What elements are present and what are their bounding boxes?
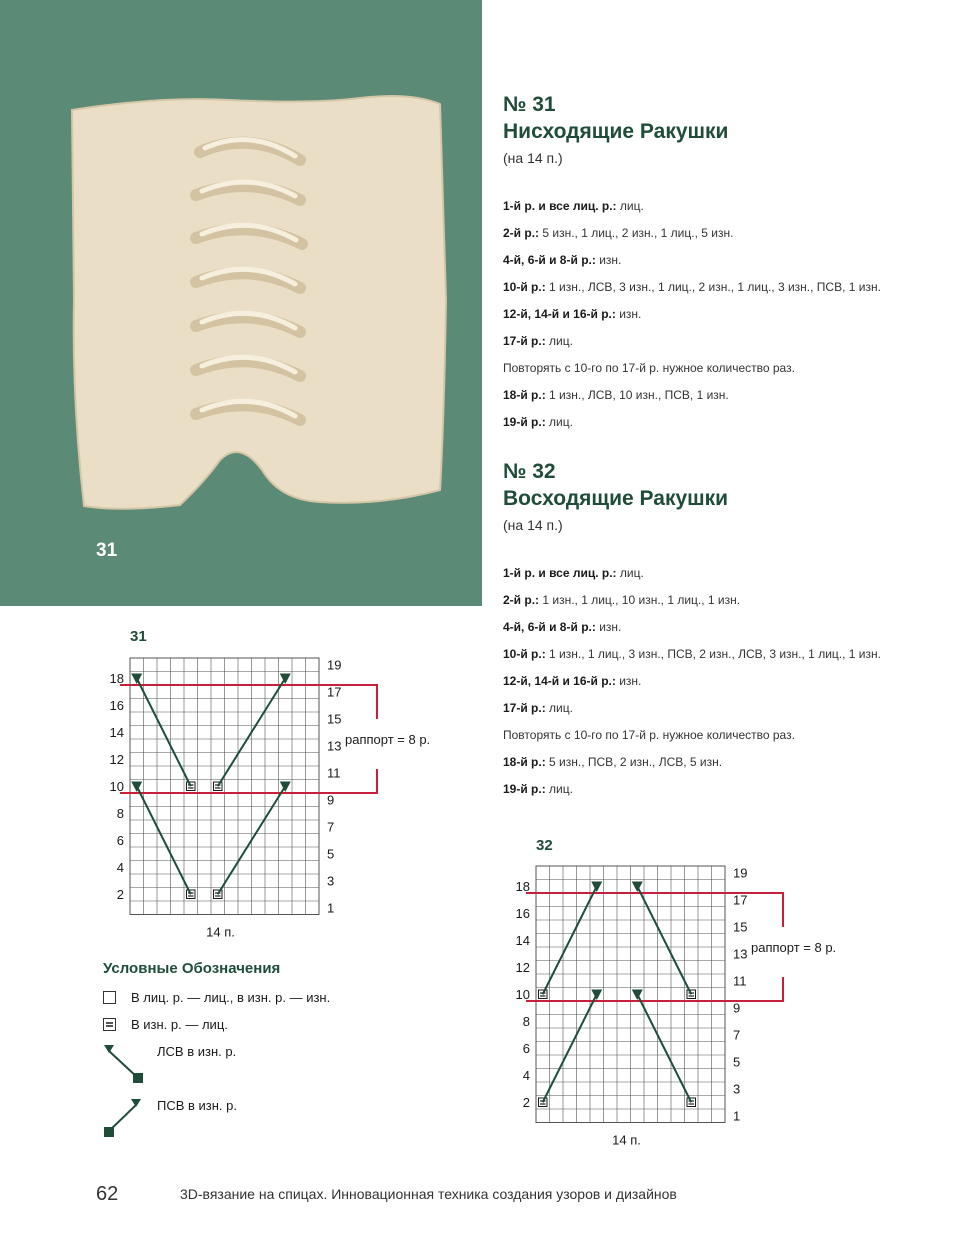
row-number-right: 15	[733, 919, 748, 935]
row-number-left: 16	[515, 905, 530, 921]
row-label: 10-й р.:	[503, 280, 546, 294]
instruction-row	[503, 674, 943, 701]
chart-31	[100, 650, 480, 945]
row-number-right: 13	[327, 738, 342, 754]
legend-title: Условные Обозначения	[103, 960, 281, 977]
row-number-left: 4	[522, 1067, 530, 1083]
pattern-number: № 32	[503, 460, 556, 483]
row-label: 12-й, 14-й и 16-й р.:	[503, 674, 616, 688]
row-number-right: 9	[327, 792, 335, 808]
row-label: 4-й, 6-й и 8-й р.:	[503, 253, 596, 267]
row-label: 17-й р.:	[503, 334, 546, 348]
row-number-right: 3	[733, 1081, 741, 1097]
row-label: 1-й р. и все лиц. р.:	[503, 199, 617, 213]
row-text: Повторять с 10-го по 17-й р. нужное количество раз.	[503, 361, 795, 375]
row-text: лиц.	[545, 334, 573, 348]
legend-text: ПСВ в изн. р.	[157, 1098, 237, 1113]
stitch-count-label: 14 п.	[612, 1132, 641, 1148]
row-text: изн.	[615, 307, 642, 321]
pattern-rows	[503, 199, 943, 442]
legend-text: ЛСВ в изн. р.	[157, 1044, 237, 1059]
legend-text: В лиц. р. — лиц., в изн. р. — изн.	[131, 990, 331, 1005]
book-title: 3D-вязание на спицах. Инновационная техника создания узоров и дизайнов	[180, 1186, 677, 1202]
row-label: 2-й р.:	[503, 593, 540, 607]
row-text: лиц.	[616, 199, 644, 213]
row-label: 1-й р. и все лиц. р.:	[503, 566, 617, 580]
row-number-right: 5	[327, 846, 335, 862]
row-label: 10-й р.:	[503, 647, 546, 661]
row-text: 5 изн., ПСВ, 2 изн., ЛСВ, 5 изн.	[545, 755, 723, 769]
row-number-left: 12	[109, 751, 124, 767]
instruction-row	[503, 199, 943, 226]
legend	[103, 960, 423, 1113]
instruction-row	[503, 361, 943, 388]
instruction-row	[503, 388, 943, 415]
row-number-left: 18	[109, 670, 124, 686]
pattern-title: Восходящие Ракушки	[503, 487, 729, 510]
repeat-label: раппорт = 8 р.	[751, 940, 837, 955]
pattern-31-instructions	[503, 92, 943, 442]
row-number-right: 1	[327, 900, 335, 916]
row-number-left: 12	[515, 959, 530, 975]
row-number-left: 14	[109, 724, 124, 740]
row-number-left: 4	[116, 859, 124, 875]
row-label: 18-й р.:	[503, 755, 546, 769]
row-number-left: 8	[116, 805, 124, 821]
instruction-row	[503, 226, 943, 253]
row-number-left: 18	[515, 878, 530, 894]
left-cross-icon	[103, 1044, 147, 1086]
instruction-row	[503, 728, 943, 755]
pattern-title: Нисходящие Ракушки	[503, 120, 729, 143]
right-cross-icon	[103, 1098, 147, 1140]
photo-label: 31	[96, 540, 118, 561]
row-number-right: 7	[327, 819, 335, 835]
instruction-row	[503, 782, 943, 809]
row-label: 4-й, 6-й и 8-й р.:	[503, 620, 596, 634]
row-number-left: 6	[116, 832, 124, 848]
instruction-row	[503, 566, 943, 593]
row-label: 19-й р.:	[503, 415, 546, 429]
row-number-left: 16	[109, 697, 124, 713]
row-text: лиц.	[545, 701, 573, 715]
instruction-row	[503, 701, 943, 728]
instruction-row	[503, 415, 943, 442]
stitch-count-label: 14 п.	[206, 924, 235, 940]
chart-32	[506, 858, 886, 1153]
row-label: 17-й р.:	[503, 701, 546, 715]
pattern-stitch-count: (на 14 п.)	[503, 517, 563, 533]
row-number-right: 11	[733, 973, 747, 989]
row-number-right: 5	[733, 1054, 741, 1070]
pattern-32-instructions	[503, 459, 943, 809]
swatch	[72, 96, 446, 509]
row-text: 5 изн., 1 лиц., 2 изн., 1 лиц., 5 изн.	[539, 226, 734, 240]
instruction-row	[503, 334, 943, 361]
instruction-row	[503, 620, 943, 647]
row-number-right: 7	[733, 1027, 741, 1043]
row-text: Повторять с 10-го по 17-й р. нужное количество раз.	[503, 728, 795, 742]
purl-cell-icon	[103, 1018, 117, 1032]
instruction-row	[503, 593, 943, 620]
legend-text: В изн. р. — лиц.	[131, 1017, 228, 1032]
row-text: лиц.	[545, 415, 573, 429]
row-number-left: 8	[522, 1013, 530, 1029]
row-number-left: 6	[522, 1040, 530, 1056]
row-number-right: 11	[327, 765, 341, 781]
row-text: 1 изн., ЛСВ, 10 изн., ПСВ, 1 изн.	[545, 388, 729, 402]
row-number-left: 10	[515, 986, 530, 1002]
row-text: 1 изн., 1 лиц., 3 изн., ПСВ, 2 изн., ЛСВ, 3 изн., 1 лиц., 1 изн.	[545, 647, 881, 661]
pattern-stitch-count: (на 14 п.)	[503, 150, 563, 166]
row-number-left: 2	[522, 1094, 530, 1110]
row-number-left: 10	[109, 778, 124, 794]
row-number-left: 2	[116, 886, 124, 902]
knitted-swatch-photo	[0, 0, 482, 606]
pattern-number: № 31	[503, 93, 556, 116]
row-number-right: 19	[327, 657, 342, 673]
chart-32-title: 32	[536, 837, 553, 854]
row-number-right: 17	[733, 892, 748, 908]
row-label: 19-й р.:	[503, 782, 546, 796]
row-number-right: 15	[327, 711, 342, 727]
row-number-right: 17	[327, 684, 342, 700]
row-text: лиц.	[545, 782, 573, 796]
empty-cell-icon	[103, 991, 117, 1005]
row-text: изн.	[595, 253, 622, 267]
instruction-row	[503, 307, 943, 334]
page-number: 62	[96, 1183, 119, 1205]
instruction-row	[503, 647, 943, 674]
row-text: лиц.	[616, 566, 644, 580]
row-number-right: 9	[733, 1000, 741, 1016]
repeat-label: раппорт = 8 р.	[345, 732, 431, 747]
row-text: 1 изн., 1 лиц., 10 изн., 1 лиц., 1 изн.	[539, 593, 741, 607]
row-label: 12-й, 14-й и 16-й р.:	[503, 307, 616, 321]
row-text: изн.	[615, 674, 642, 688]
chart-31-title: 31	[130, 628, 147, 645]
instruction-row	[503, 755, 943, 782]
row-number-right: 13	[733, 946, 748, 962]
row-label: 2-й р.:	[503, 226, 540, 240]
instruction-row	[503, 253, 943, 280]
instruction-row	[503, 280, 943, 307]
row-number-right: 3	[327, 873, 335, 889]
row-number-right: 19	[733, 865, 748, 881]
row-text: 1 изн., ЛСВ, 3 изн., 1 лиц., 2 изн., 1 лиц., 3 изн., ПСВ, 1 изн.	[545, 280, 881, 294]
pattern-rows	[503, 566, 943, 809]
row-label: 18-й р.:	[503, 388, 546, 402]
row-text: изн.	[595, 620, 622, 634]
row-number-right: 1	[733, 1108, 741, 1124]
row-number-left: 14	[515, 932, 530, 948]
